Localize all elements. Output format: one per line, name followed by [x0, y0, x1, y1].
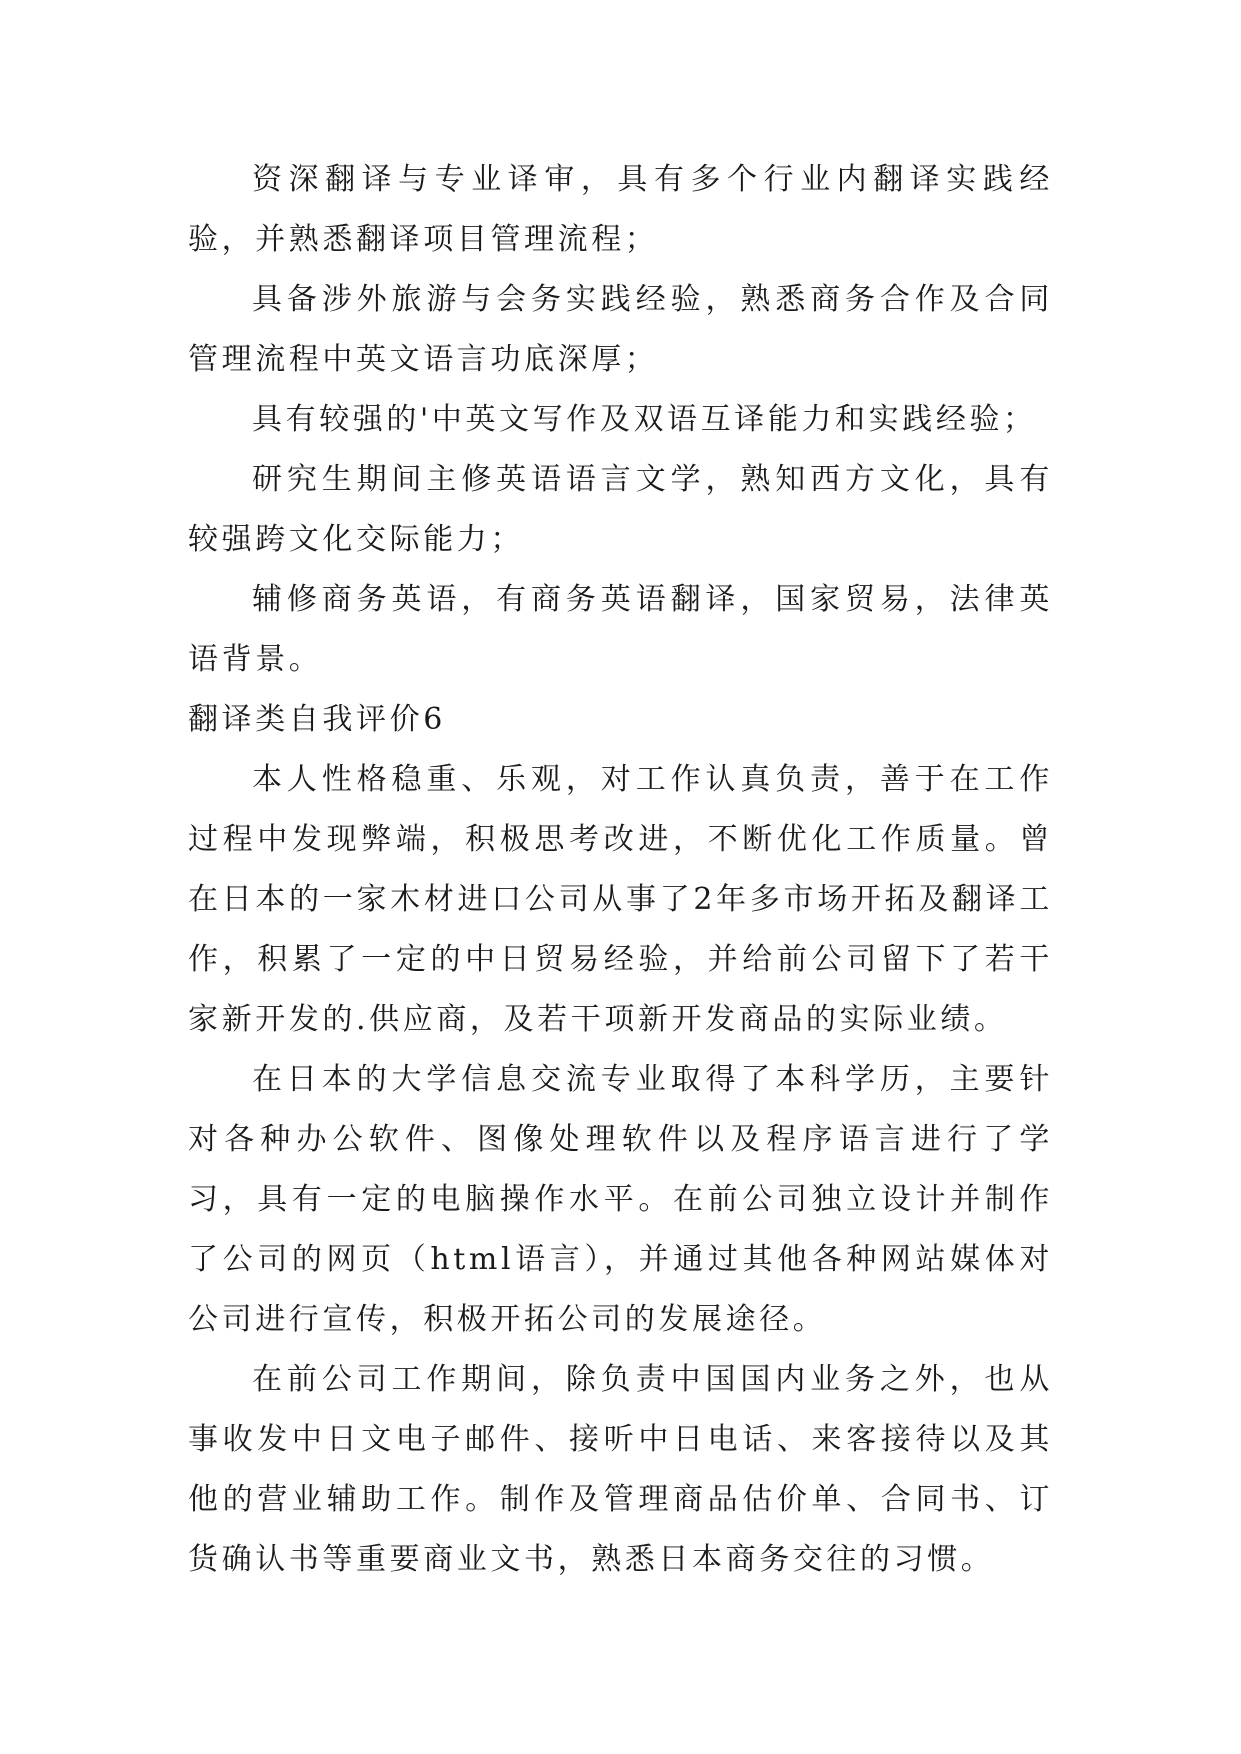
section-heading: 翻译类自我评价6 [188, 702, 446, 737]
paragraph-personality: 本人性格稳重、乐观，对工作认真负责，善于在工作过程中发现弊端，积极思考改进，不断优化工作质量。曾在日本的一家木材进口公司从事了2年多市场开拓及翻译工作，积累了一定的中日贸易经验，并给前公司留下了若干家新开发的.供应商，及若干项新开发商品的实际业绩。 [188, 762, 1053, 1037]
paragraph-education: 在日本的大学信息交流专业取得了本科学历，主要针对各种办公软件、图像处理软件以及程序语言进行了学习，具有一定的电脑操作水平。在前公司独立设计并制作了公司的网页（html语言），并通过其他各种网站媒体对公司进行宣传，积极开拓公司的发展途径。 [188, 1062, 1053, 1337]
paragraph-graduate-study: 研究生期间主修英语语言文学，熟知西方文化，具有较强跨文化交际能力； [188, 462, 1053, 557]
paragraph-tourism-experience: 具备涉外旅游与会务实践经验，熟悉商务合作及合同管理流程中英文语言功底深厚； [188, 282, 1053, 377]
paragraph-bilingual-writing: 具有较强的'中英文写作及双语互译能力和实践经验； [252, 402, 1037, 437]
paragraph-work-duties: 在前公司工作期间，除负责中国国内业务之外，也从事收发中日文电子邮件、接听中日电话、来客接待以及其他的营业辅助工作。制作及管理商品估价单、合同书、订货确认书等重要商业文书，熟悉日本商务交往的习惯。 [188, 1362, 1053, 1577]
paragraph-senior-translator: 资深翻译与专业译审，具有多个行业内翻译实践经验，并熟悉翻译项目管理流程； [188, 162, 1053, 257]
paragraph-business-english: 辅修商务英语，有商务英语翻译，国家贸易，法律英语背景。 [188, 582, 1053, 677]
